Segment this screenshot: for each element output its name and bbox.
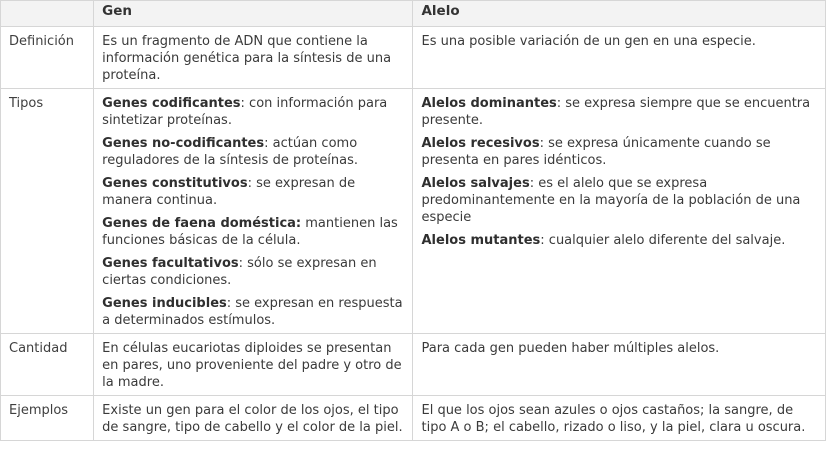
entry-term: Alelos dominantes bbox=[421, 96, 557, 111]
alelo-cell bbox=[413, 89, 826, 334]
entry-text: Existe un gen para el color de los ojos, el tipo de sangre, tipo de cabello y el color de la piel. bbox=[102, 403, 403, 435]
entry-text: : se expresa siempre que se encuentra presente. bbox=[421, 96, 811, 128]
entry-term: Genes de faena doméstica: bbox=[102, 216, 302, 231]
alelo-entry bbox=[421, 175, 817, 226]
gen-entry bbox=[102, 340, 404, 391]
entry-term: Alelos mutantes bbox=[421, 233, 541, 248]
alelo-entry bbox=[421, 232, 817, 249]
entry-text: : se expresa únicamente cuando se presenta en pares idénticos. bbox=[421, 136, 771, 168]
entry-text: : se expresan de manera continua. bbox=[102, 176, 356, 208]
header-empty bbox=[1, 1, 94, 27]
alelo-entry bbox=[421, 135, 817, 169]
header-alelo: Alelo bbox=[413, 1, 826, 27]
entry-text: : actúan como reguladores de la síntesis de proteínas. bbox=[102, 136, 359, 168]
gen-cell bbox=[94, 27, 413, 89]
alelo-cell bbox=[413, 334, 826, 396]
alelo-entry bbox=[421, 95, 817, 129]
gen-entry bbox=[102, 255, 404, 289]
row-label: Definición bbox=[1, 27, 94, 89]
alelo-entry bbox=[421, 33, 817, 50]
entry-text: El que los ojos sean azules o ojos castaños; la sangre, de tipo A o B; el cabello, rizado o liso, y la piel, clara u oscura. bbox=[421, 403, 806, 435]
entry-text: Es un fragmento de ADN que contiene la información genética para la síntesis de una proteína. bbox=[102, 34, 392, 83]
entry-text: : sólo se expresan en ciertas condiciones. bbox=[102, 256, 377, 288]
entry-text: : se expresan en respuesta a determinados estímulos. bbox=[102, 296, 403, 328]
row-label: Tipos bbox=[1, 89, 94, 334]
entry-text: En células eucariotas diploides se presentan en pares, uno proveniente del padre y otro de la madre. bbox=[102, 341, 402, 390]
gen-entry bbox=[102, 215, 404, 249]
gen-entry bbox=[102, 135, 404, 169]
entry-term: Alelos recesivos bbox=[421, 136, 540, 151]
gen-cell bbox=[94, 89, 413, 334]
gen-entry bbox=[102, 295, 404, 329]
table-row bbox=[1, 396, 826, 441]
entry-text: : con información para sintetizar proteínas. bbox=[102, 96, 388, 128]
entry-term: Genes codificantes bbox=[102, 96, 241, 111]
header-row bbox=[1, 1, 826, 27]
gen-entry bbox=[102, 95, 404, 129]
entry-text: : es el alelo que se expresa predominantemente en la mayoría de la población de una especie bbox=[421, 176, 801, 225]
row-label: Cantidad bbox=[1, 334, 94, 396]
alelo-cell bbox=[413, 27, 826, 89]
entry-term: Genes facultativos bbox=[102, 256, 239, 271]
alelo-entry bbox=[421, 340, 817, 357]
entry-term: Genes inducibles bbox=[102, 296, 227, 311]
gen-cell bbox=[94, 396, 413, 441]
entry-term: Alelos salvajes bbox=[421, 176, 530, 191]
entry-text: Para cada gen pueden haber múltiples alelos. bbox=[421, 341, 720, 356]
gen-entry bbox=[102, 33, 404, 84]
entry-term: Genes constitutivos bbox=[102, 176, 248, 191]
gen-cell bbox=[94, 334, 413, 396]
table-row bbox=[1, 334, 826, 396]
table-row bbox=[1, 89, 826, 334]
gen-entry bbox=[102, 175, 404, 209]
alelo-entry bbox=[421, 402, 817, 436]
entry-text: : cualquier alelo diferente del salvaje. bbox=[540, 233, 786, 248]
header-gen: Gen bbox=[94, 1, 413, 27]
entry-text: Es una posible variación de un gen en una especie. bbox=[421, 34, 756, 49]
entry-text: mantienen las funciones básicas de la célula. bbox=[102, 216, 398, 248]
alelo-cell bbox=[413, 396, 826, 441]
table-row bbox=[1, 27, 826, 89]
entry-term: Genes no-codificantes bbox=[102, 136, 265, 151]
row-label: Ejemplos bbox=[1, 396, 94, 441]
gen-entry bbox=[102, 402, 404, 436]
